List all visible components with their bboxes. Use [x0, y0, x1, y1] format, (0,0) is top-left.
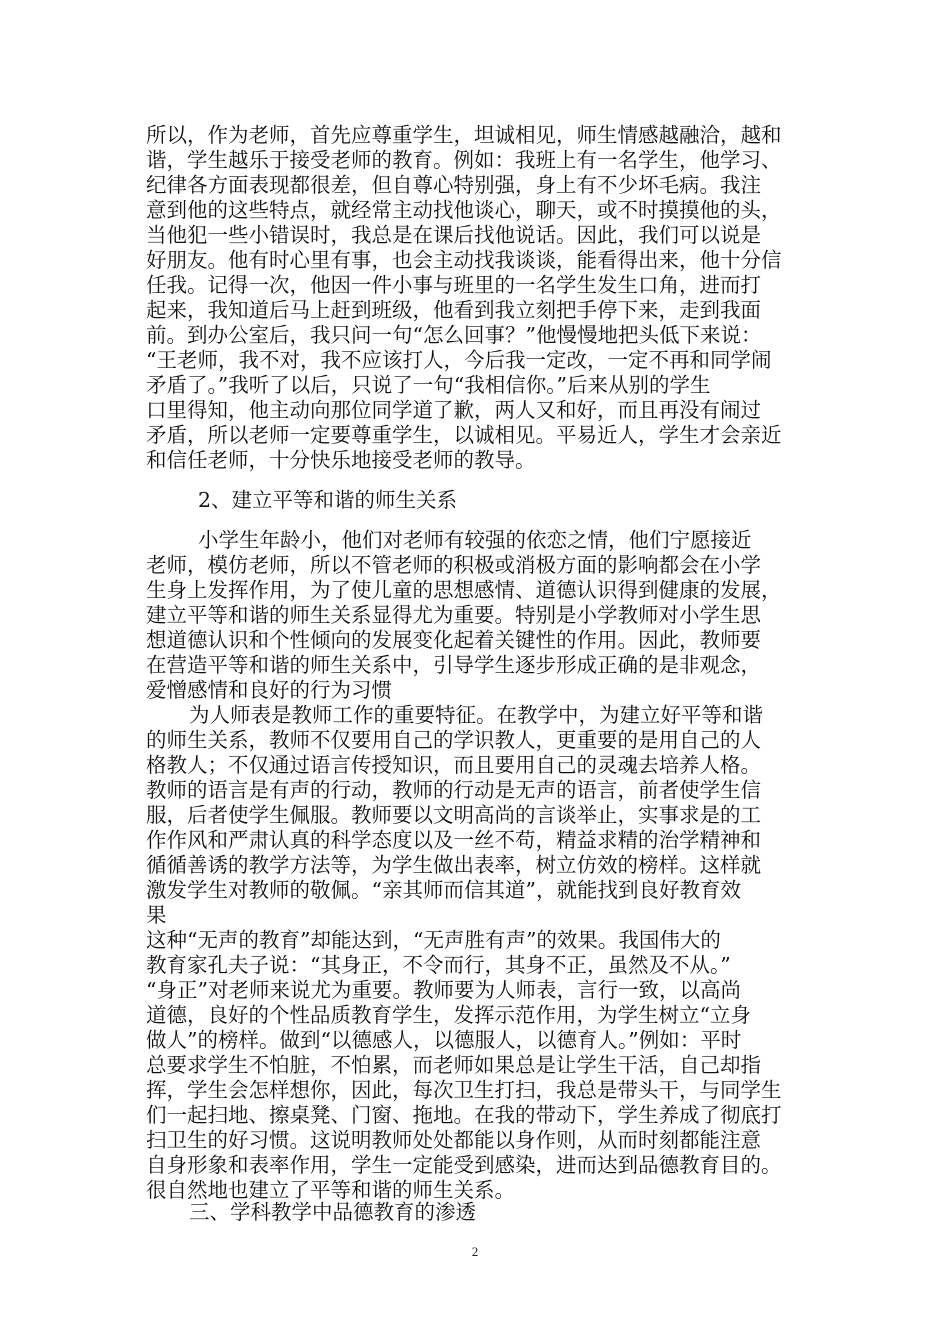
text-line: 作作风和严肃认真的科学态度以及一丝不苟，精益求精的治学精神和: [146, 828, 761, 852]
text-line: 扫卫生的好习惯。这说明教师处处都能以身作则，从而时刻都能注意: [146, 1128, 761, 1152]
text-line: 做人”的榜样。做到“以德感人，以德服人，以德育人。”例如：平时: [146, 1028, 742, 1052]
text-line: 挥，学生会怎样想你，因此，每次卫生打扫，我总是带头干，与同学生: [146, 1078, 782, 1102]
text-line: 矛盾，所以老师一定要尊重学生，以诚相见。平易近人，学生才会亲近: [146, 423, 782, 447]
text-line: 在营造平等和谐的师生关系中，引导学生逐步形成正确的是非观念，: [146, 653, 761, 677]
text-line: 很自然地也建立了平等和谐的师生关系。: [146, 1178, 515, 1202]
text-line: 自身形象和表率作用，学生一定能受到感染，进而达到品德教育目的。: [146, 1153, 782, 1177]
text-line: 服，后者使学生佩服。教师要以文明高尚的言谈举止，实事求是的工: [146, 803, 761, 827]
text-line: 教育家孔夫子说：“其身正，不令而行，其身不正，虽然及不从。”: [146, 953, 731, 977]
text-line: 老师，模仿老师，所以不管老师的积极或消极方面的影响都会在小学: [146, 553, 761, 577]
page-number: 2: [471, 1244, 479, 1259]
text-line: 想道德认识和个性倾向的发展变化起着关键性的作用。因此，教师要: [146, 628, 761, 652]
text-line: 的师生关系，教师不仅要用自己的学识教人，更重要的是用自己的人: [146, 728, 761, 752]
text-line: 纪律各方面表现都很差，但自尊心特别强，身上有不少坏毛病。我注: [146, 173, 761, 197]
text-line: 谐，学生越乐于接受老师的教育。例如：我班上有一名学生，他学习、: [146, 148, 782, 172]
section-heading: 2、建立平等和谐的师生关系: [198, 488, 458, 512]
text-line: 建立平等和谐的师生关系显得尤为重要。特别是小学教师对小学生思: [146, 603, 761, 627]
text-line: 好朋友。他有时心里有事，也会主动找我谈谈，能看得出来，他十分信: [146, 248, 782, 272]
text-line: “王老师，我不对，我不应该打人，今后我一定改，一定不再和同学闹: [146, 348, 772, 372]
text-line: 循循善诱的教学方法等，为学生做出表率，树立仿效的榜样。这样就: [146, 853, 761, 877]
text-line: 果: [146, 903, 167, 927]
text-line: “身正”对老师来说尤为重要。教师要为人师表，言行一致，以高尚: [146, 978, 741, 1002]
text-line: 这种“无声的教育”却能达到，“无声胜有声”的效果。我国伟大的: [146, 928, 721, 952]
text-line: 小学生年龄小，他们对老师有较强的依恋之情，他们宁愿接近: [198, 528, 752, 552]
text-line: 所以，作为老师，首先应尊重学生，坦诚相见，师生情感越融洽，越和: [146, 123, 782, 147]
text-line: 总要求学生不怕脏，不怕累，而老师如果总是让学生干活，自己却指: [146, 1053, 761, 1077]
text-line: 当他犯一些小错误时，我总是在课后找他说话。因此，我们可以说是: [146, 223, 761, 247]
text-line: 起来，我知道后马上赶到班级，他看到我立刻把手停下来，走到我面: [146, 298, 761, 322]
text-line: 们一起扫地、擦桌凳、门窗、拖地。在我的带动下，学生养成了彻底打: [146, 1103, 782, 1127]
text-line: 爱憎感情和良好的行为习惯: [146, 678, 392, 702]
text-line: 生身上发挥作用，为了使儿童的思想感情、道德认识得到健康的发展，: [146, 578, 782, 602]
section-heading: 三、学科教学中品德教育的渗透: [189, 1200, 476, 1224]
text-line: 为人师表是教师工作的重要特征。在教学中，为建立好平等和谐: [189, 703, 763, 727]
text-line: 任我。记得一次，他因一件小事与班里的一名学生发生口角，进而打: [146, 273, 761, 297]
text-line: 口里得知，他主动向那位同学道了歉，两人又和好，而且再没有闹过: [146, 398, 761, 422]
text-line: 意到他的这些特点，就经常主动找他谈心，聊天，或不时摸摸他的头，: [146, 198, 782, 222]
text-line: 道德，良好的个性品质教育学生，发挥示范作用，为学生树立“立身: [146, 1003, 751, 1027]
text-line: 前。到办公室后，我只问一句“怎么回事？”他慢慢地把头低下来说：: [146, 323, 762, 347]
text-line: 教师的语言是有声的行动，教师的行动是无声的语言，前者使学生信: [146, 778, 761, 802]
text-line: 激发学生对教师的敬佩。“亲其师而信其道”，就能找到良好教育效: [146, 878, 741, 902]
text-line: 格教人；不仅通过语言传授知识，而且要用自己的灵魂去培养人格。: [146, 753, 761, 777]
text-line: 和信任老师，十分快乐地接受老师的教导。: [146, 448, 536, 472]
text-line: 矛盾了。”我听了以后，只说了一句“我相信你。”后来从别的学生: [146, 373, 711, 397]
